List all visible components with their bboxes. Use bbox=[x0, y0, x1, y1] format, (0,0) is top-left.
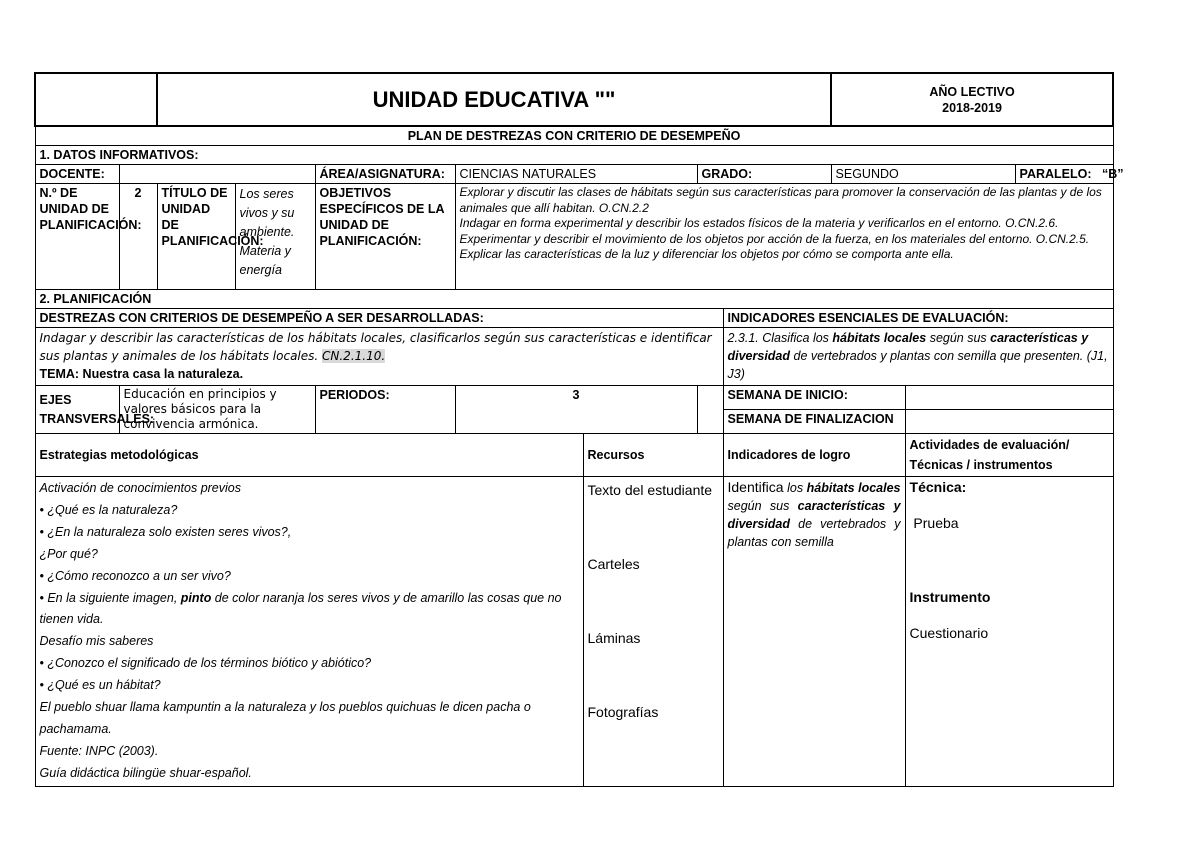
estrategia-line: ¿Por qué? bbox=[39, 546, 98, 561]
semana-inicio-value bbox=[905, 386, 1113, 410]
tecnica-label: Técnica: bbox=[909, 479, 967, 495]
ejes-value: Educación en principios y valores básicos para la convivencia armónica. bbox=[119, 386, 315, 434]
semana-inicio-label: SEMANA DE INICIO: bbox=[723, 386, 905, 410]
estrategia-line: • ¿Qué es un hábitat? bbox=[39, 678, 161, 693]
objetivos-list bbox=[455, 184, 1113, 290]
objetivo-item: Explorar y discutir las clases de hábitats según sus características para promover la conservación de las plantas y de los animales que allí habitan. O.CN.2.2 bbox=[459, 185, 1102, 215]
estrategia-line: • ¿En la naturaleza solo existen seres vivos?, bbox=[39, 524, 292, 539]
col-actividades: Actividades de evaluación/ Técnicas / instrumentos bbox=[905, 434, 1113, 477]
unidad-value: 2 bbox=[119, 184, 157, 290]
destreza-text: Indagar y describir las características de los hábitats locales, clasificarlos según sus características e identificar sus plantas y animales de los hábitats locales. CN.2.1.10. bbox=[39, 331, 712, 363]
unidad-label: N.º DE UNIDAD DE PLANIFICACIÓN: bbox=[35, 184, 119, 290]
objetivos-label: OBJETIVOS ESPECÍFICOS DE LA UNIDAD DE PLANIFICACIÓN: bbox=[315, 184, 455, 290]
estrategia-line: • ¿Qué es la naturaleza? bbox=[39, 502, 178, 517]
estrategia-line: Desafío mis saberes bbox=[39, 634, 154, 649]
plan-document bbox=[34, 72, 1124, 787]
titulo-label: TÍTULO DE UNIDAD DE PLANIFICACIÓN: bbox=[157, 184, 235, 290]
paralelo-value: “B” bbox=[1101, 167, 1124, 181]
recurso-item: Fotografías bbox=[587, 704, 659, 720]
logro-cell: Identifica los hábitats locales según sus características y diversidad de vertebrados y plantas con semilla bbox=[723, 477, 905, 787]
semana-fin-value bbox=[905, 410, 1113, 434]
paralelo-cell bbox=[1015, 165, 1124, 184]
estrategia-line: Guía didáctica bilingüe shuar-español. bbox=[39, 765, 252, 780]
year-label: AÑO LECTIVO bbox=[929, 84, 1015, 99]
col-recursos: Recursos bbox=[583, 434, 723, 477]
docente-value bbox=[119, 165, 315, 184]
grado-label: GRADO: bbox=[697, 165, 831, 184]
objetivo-item: Explicar las características de la luz y diferenciar los objetos por cómo se comporta ante ella. bbox=[459, 247, 954, 261]
destreza-code: CN.2.1.10. bbox=[322, 349, 386, 363]
docente-label: DOCENTE: bbox=[35, 165, 119, 184]
col-estrategias: Estrategias metodológicas bbox=[35, 434, 583, 477]
section-datos: 1. DATOS INFORMATIVOS: bbox=[35, 146, 1113, 165]
evaluacion-cell bbox=[905, 477, 1113, 787]
tema: TEMA: Nuestra casa la naturaleza. bbox=[39, 367, 244, 381]
recurso-item: Láminas bbox=[587, 630, 641, 646]
instrumento-value: Cuestionario bbox=[909, 625, 989, 641]
periodos-value: 3 bbox=[455, 386, 697, 434]
logo-cell bbox=[35, 73, 157, 126]
tecnica-value: Prueba bbox=[913, 515, 959, 531]
year-value: 2018-2019 bbox=[942, 100, 1002, 115]
titulo-value: Los seres vivos y su ambiente. Materia y energía bbox=[235, 184, 315, 290]
recursos-cell bbox=[583, 477, 723, 787]
semana-fin-label: SEMANA DE FINALIZACION bbox=[723, 410, 905, 434]
area-value: CIENCIAS NATURALES bbox=[455, 165, 697, 184]
estrategia-line: • ¿Cómo reconozco a un ser vivo? bbox=[39, 568, 231, 583]
destreza-cell bbox=[35, 328, 723, 386]
estrategia-line: • ¿Conozco el significado de los términos biótico y abiótico? bbox=[39, 656, 372, 671]
school-year bbox=[831, 73, 1113, 126]
plan-table bbox=[34, 72, 1124, 787]
plan-title: PLAN DE DESTREZAS CON CRITERIO DE DESEMPEÑO bbox=[35, 126, 1113, 146]
col-indicadores: Indicadores de logro bbox=[723, 434, 905, 477]
recurso-item: Texto del estudiante bbox=[587, 482, 713, 498]
estrategias-cell bbox=[35, 477, 583, 787]
paralelo-label: PARALELO: bbox=[1019, 167, 1092, 181]
blank-cell bbox=[697, 386, 723, 434]
indicadores-header: INDICADORES ESENCIALES DE EVALUACIÓN: bbox=[723, 309, 1113, 328]
estrategia-line: Fuente: INPC (2003). bbox=[39, 743, 159, 758]
indicador-cell: 2.3.1. Clasifica los hábitats locales según sus características y diversidad de vertebrados y plantas con semilla que presenten. (J1, J3) bbox=[723, 328, 1113, 386]
objetivo-item: Experimentar y describir el movimiento de los objetos por acción de la fuerza, en los materiales del entorno. O.CN.2.5. bbox=[459, 231, 1090, 246]
section-planificacion: 2. PLANIFICACIÓN bbox=[35, 290, 1113, 309]
destrezas-header: DESTREZAS CON CRITERIOS DE DESEMPEÑO A SER DESARROLLADAS: bbox=[35, 309, 723, 328]
ejes-label: EJES TRANSVERSALES: bbox=[35, 386, 119, 434]
objetivo-item: Indagar en forma experimental y describir los estados físicos de la materia y verificarlos en el entorno. O.CN.2.6. bbox=[459, 216, 1059, 230]
grado-value: SEGUNDO bbox=[831, 165, 1015, 184]
school-name: UNIDAD EDUCATIVA "" bbox=[157, 73, 831, 126]
estrategia-line: • En la siguiente imagen, pinto de color naranja los seres vivos y de amarillo las cosas que no tienen vida. bbox=[39, 590, 562, 627]
instrumento-label: Instrumento bbox=[909, 589, 991, 605]
estrategia-line: Activación de conocimientos previos bbox=[39, 481, 241, 495]
periodos-label: PERIODOS: bbox=[315, 386, 455, 434]
recurso-item: Carteles bbox=[587, 556, 640, 572]
area-label: ÁREA/ASIGNATURA: bbox=[315, 165, 455, 184]
estrategia-line: El pueblo shuar llama kampuntin a la naturaleza y los pueblos quichuas le dicen pacha o pachamama. bbox=[39, 700, 531, 736]
